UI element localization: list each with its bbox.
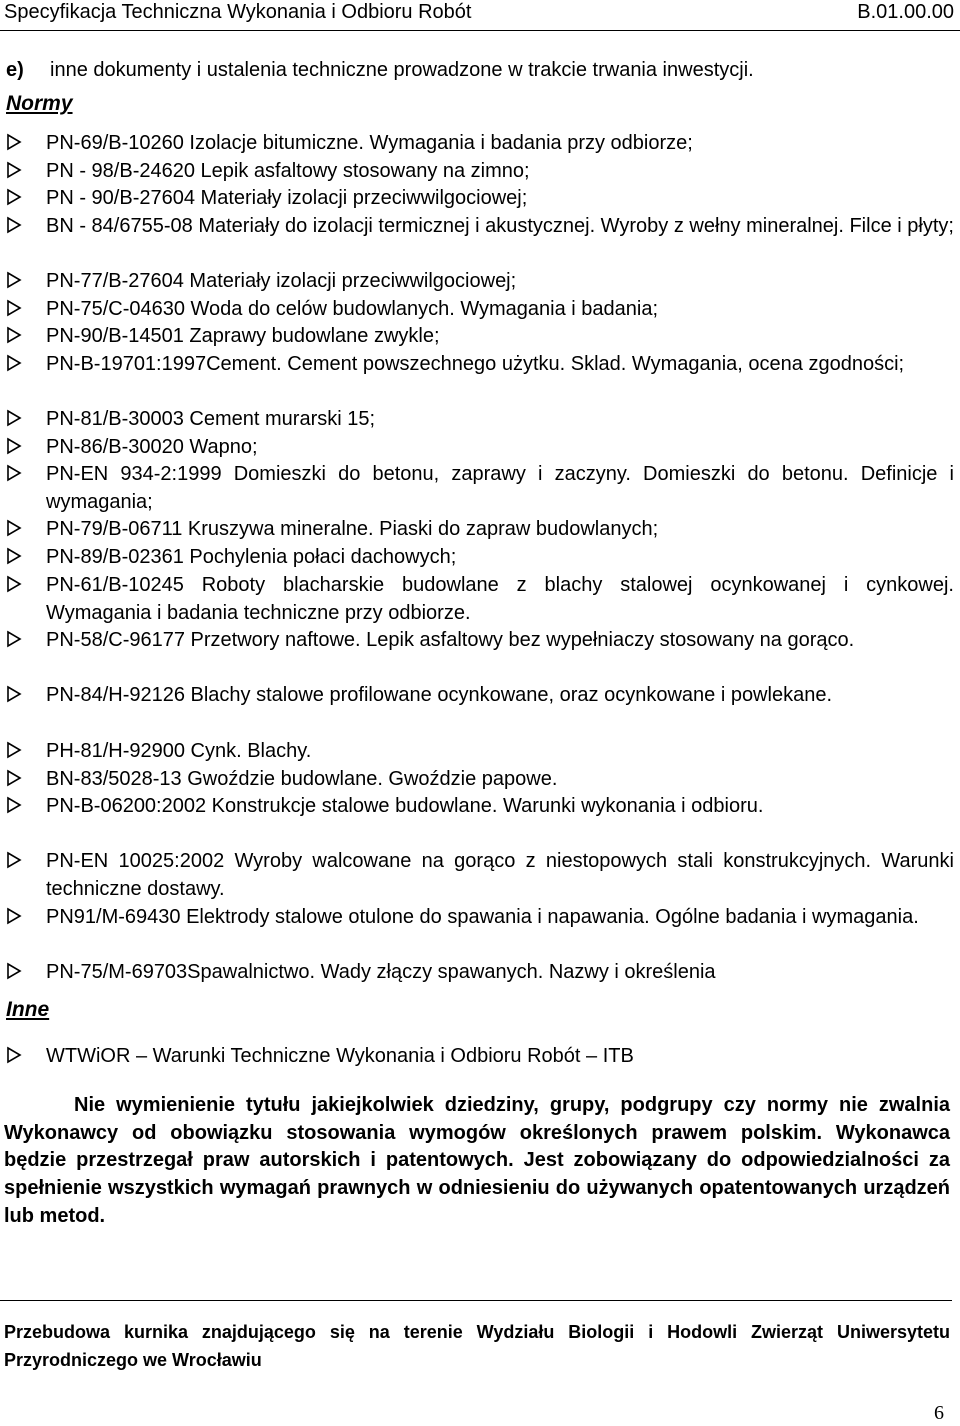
- page-header: [0, 0, 960, 28]
- header-title: Specyfikacja Techniczna Wykonania i Odbioru Robót: [4, 1, 472, 23]
- notice-paragraph: Nie wymienienie tytułu jakiejkolwiek dziedziny, grupy, podgrupy czy normy nie zwalnia Wykonawcy od obowiązku stosowania wymogów określonych prawem polskim. Wykonawca będzie przestrzegał praw autorskich i patentowych. Jest zobowiązany do odpowiedzialności za spełnienie wszystkich wymagań prawnych w odniesieniu do używanych opatentowanych urządzeń lub metod.: [4, 1094, 950, 1227]
- norm-item-text: PN-84/H-92126 Blachy stalowe profilowane ocynkowane, oraz ocynkowane i powlekane.: [46, 684, 832, 706]
- arrow-bullet-icon: [6, 270, 22, 290]
- arrow-bullet-icon: [6, 298, 22, 318]
- arrow-bullet-icon: [6, 518, 22, 538]
- footer-text: Przebudowa kurnika znajdującego się na terenie Wydziału Biologii i Hodowli Zwierząt Uniwersytetu Przyrodniczego we Wrocławiu: [4, 1322, 950, 1370]
- norm-item-text: PN-81/B-30003 Cement murarski 15;: [46, 408, 376, 430]
- norm-item-text: PN-90/B-14501 Zaprawy budowlane zwykle;: [46, 325, 440, 347]
- arrow-bullet-icon: [6, 215, 22, 235]
- arrow-bullet-icon: [6, 546, 22, 566]
- norm-item-text: BN-83/5028-13 Gwoździe budowlane. Gwoździe papowe.: [46, 768, 558, 790]
- norm-item-text: PN-EN 934-2:1999 Domieszki do betonu, zaprawy i zaczyny. Domieszki do betonu. Definicje i wymagania;: [46, 463, 954, 513]
- norm-item-text: PN-89/B-02361 Pochylenia połaci dachowych;: [46, 546, 457, 568]
- norm-item-text: PN-77/B-27604 Materiały izolacji przeciwwilgociowej;: [46, 270, 517, 292]
- item-e-text: inne dokumenty i ustalenia techniczne prowadzone w trakcie trwania inwestycji.: [50, 59, 754, 81]
- arrow-bullet-icon: [6, 408, 22, 428]
- inne-item-text: WTWiOR – Warunki Techniczne Wykonania i Odbioru Robót – ITB: [46, 1045, 634, 1067]
- arrow-bullet-icon: [6, 768, 22, 788]
- norm-item-text: PN-61/B-10245 Roboty blacharskie budowlane z blachy stalowej ocynkowanej i cynkowej. Wymagania i badania techniczne przy odbiorze.: [46, 574, 954, 624]
- item-e-label: e): [6, 59, 24, 81]
- norm-item-text: PN-75/C-04630 Woda do celów budowlanych. Wymagania i badania;: [46, 298, 659, 320]
- norm-item-text: PN91/M-69430 Elektrody stalowe otulone do spawania i napawania. Ogólne badania i wymagania.: [46, 906, 919, 928]
- header-rule: [0, 30, 960, 31]
- arrow-bullet-icon: [6, 574, 22, 594]
- arrow-bullet-icon: [6, 463, 22, 483]
- norm-item-text: PN-79/B-06711 Kruszywa mineralne. Piaski do zapraw budowlanych;: [46, 518, 659, 540]
- inne-title: Inne: [6, 998, 50, 1021]
- arrow-bullet-icon: [6, 795, 22, 815]
- arrow-bullet-icon: [6, 629, 22, 649]
- arrow-bullet-icon: [6, 132, 22, 152]
- norm-item-text: PN-EN 10025:2002 Wyroby walcowane na gorąco z niestopowych stali konstrukcyjnych. Warunki techniczne dostawy.: [46, 850, 954, 900]
- arrow-bullet-icon: [6, 961, 22, 981]
- norm-item-text: PH-81/H-92900 Cynk. Blachy.: [46, 740, 312, 762]
- arrow-bullet-icon: [6, 325, 22, 345]
- norm-item-text: PN - 90/B-27604 Materiały izolacji przeciwwilgociowej;: [46, 187, 528, 209]
- arrow-bullet-icon: [6, 740, 22, 760]
- arrow-bullet-icon: [6, 1045, 22, 1065]
- arrow-bullet-icon: [6, 160, 22, 180]
- arrow-bullet-icon: [6, 436, 22, 456]
- norm-item-text: PN-58/C-96177 Przetwory naftowe. Lepik asfaltowy bez wypełniaczy stosowany na gorąco.: [46, 629, 855, 651]
- arrow-bullet-icon: [6, 906, 22, 926]
- arrow-bullet-icon: [6, 353, 22, 373]
- norm-item-text: PN-B-06200:2002 Konstrukcje stalowe budowlane. Warunki wykonania i odbioru.: [46, 795, 764, 817]
- norm-item-text: PN-75/M-69703Spawalnictwo. Wady złączy spawanych. Nazwy i określenia: [46, 961, 716, 983]
- arrow-bullet-icon: [6, 850, 22, 870]
- norm-item-text: PN-86/B-30020 Wapno;: [46, 436, 258, 458]
- arrow-bullet-icon: [6, 187, 22, 207]
- arrow-bullet-icon: [6, 684, 22, 704]
- normy-title: Normy: [6, 92, 73, 115]
- norm-item-text: PN - 98/B-24620 Lepik asfaltowy stosowany na zimno;: [46, 160, 530, 182]
- header-code: B.01.00.00: [857, 1, 954, 23]
- norm-item-text: BN - 84/6755-08 Materiały do izolacji termicznej i akustycznej. Wyroby z wełny mineralnej. Filce i płyty;: [46, 215, 954, 237]
- norm-item-text: PN-69/B-10260 Izolacje bitumiczne. Wymagania i badania przy odbiorze;: [46, 132, 693, 154]
- page-number: 6: [934, 1402, 944, 1424]
- footer-rule: [0, 1300, 952, 1301]
- norm-item-text: PN-B-19701:1997Cement. Cement powszechnego użytku. Sklad. Wymagania, ocena zgodności;: [46, 353, 905, 375]
